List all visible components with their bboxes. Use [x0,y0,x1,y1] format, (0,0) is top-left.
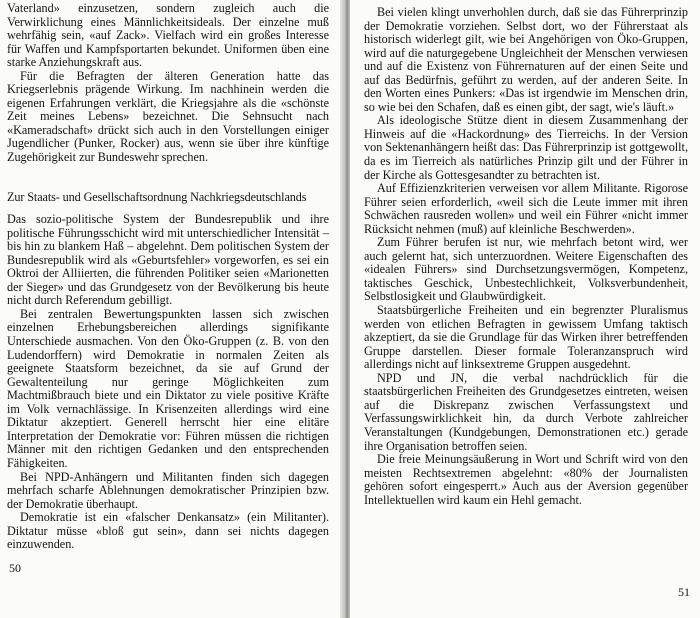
section-heading: Zur Staats- und Gesellschaftsordnung Nachkriegsdeutschlands [7,189,307,204]
paragraph: Für die Befragten der älteren Generation hatte das Kriegserlebnis prägende Wirkung. Im nachhinein werden die eigenen Erfahrungen verklärt, die Kriegsjahre als die «schönste Zeit meines Lebens» bezeichnet. Die Sehnsucht nach «Kameradschaft» drückt sich auch in den Vorstellungen einiger Jugendlicher (Punker, Rocker) aus, wenn sie über ihre künftige Zugehörigkeit zur Bundeswehr sprechen. [7,68,329,165]
page-number: 50 [9,561,21,575]
paragraph: Staatsbürgerliche Freiheiten und ein begrenzter Pluralismus werden von etlichen Befragten in gewissem Umfang taktisch akzeptiert, da sie die Grundlage für das Wirken ihrer betreffenden Gruppe darstellen. Dieser formale Toleranzanspruch wird allerdings nicht auf linksextreme Gruppen ausgedehnt. [364,303,688,372]
paragraph: Zum Führer berufen ist nur, wie mehrfach betont wird, wer auch gelernt hat, sich unterzuordnen. Weitere Eigenschaften des «idealen Führers» sind Durchsetzungsvermögen, Kompetenz, taktisches Geschick, Unbestechlichkeit, Volksverbundenheit, Selbstlosigkeit und Glaubwürdigkeit. [364,235,688,304]
paragraph: NPD und JN, die verbal nachdrücklich für die staatsbürgerlichen Freiheiten des Grundgesetzes eintreten, weisen auf die Diskrepanz zwischen Verfassungstext und Verfassungswirklichkeit hin, da durch Verbote zahlreicher Veranstaltungen (Kundgebungen, Demonstrationen etc.) gerade ihre Organisation betroffen seien. [364,370,688,453]
paragraph: Die freie Meinungsäußerung in Wort und Schrift wird von den meisten Rechtsextremen abgelehnt: «80% der Journalisten gehören sofort eingesperrt.» Auch aus der Aversion gegenüber Intellektuellen wird kaum ein Hehl gemacht. [364,452,688,507]
paragraph: Auf Effizienzkriterien verweisen vor allem Militante. Rigorose Führer seien erforderlich, «weil sich die Leute immer mit ihren Schwächen rausreden wollen» und weil ein Führer «nicht immer Rücksicht nehmen (muß) auf kleinliche Beschwerden». [364,181,688,236]
left-page [0,0,342,618]
page-number: 51 [678,585,690,599]
paragraph: Bei NPD-Anhängern und Militanten finden sich dagegen mehrfach scharfe Ablehnungen demokratischer Prinzipien bzw. der Demokratie überhaupt. [7,469,329,511]
paragraph: Demokratie ist ein «falscher Denkansatz» (ein Militanter). Diktatur müsse «bloß gut sein», dann sei nichts dagegen einzuwenden. [7,510,329,552]
right-page-text [364,6,688,507]
paragraph: Bei zentralen Bewertungspunkten lassen sich zwischen einzelnen Erhebungsbereichen allerdings signifikante Unterschiede ausmachen. Von den Öko-Gruppen (z. B. von den Ludendorffern) wird Demokratie in normalen Zeiten als geeignete Staatsform bezeichnet, da sie auf Grund der Gewaltenteilung nur geringe Möglichkeiten zum Machtmißbrauch biete und ein Diktator zu viele positive Kräfte im Volk vernachlässige. In Krisenzeiten allerdings wird eine Diktatur akzeptiert. Generell herrscht hier eine elitäre Interpretation der Demokratie vor: Führen müssen die richtigen Männer mit den richtigen Gedanken und den entsprechenden Fähigkeiten. [7,306,329,470]
paragraph: Vaterland» einzusetzen, sondern zugleich auch die Verwirklichung eines Männlichkeitsideals. Der einzelne muß wehrfähig sein, «auf Zack». Vielfach wird ein großes Interesse für Waffen und Kampfsportarten bekundet. Uniformen üben eine starke Anziehungskraft aus. [7,1,329,70]
paragraph: Als ideologische Stütze dient in diesem Zusammenhang der Hinweis auf die «Hackordnung» des Tierreichs. In der Version von Sektenanhängern heißt das: Das Führerprinzip ist gottgewollt, da es im Tierreich als natürliches Prinzip gilt und der Führer in der Kirche als Gottesgesandter zu betrachten ist. [364,113,688,182]
left-page-text [7,2,329,552]
paragraph: Bei vielen klingt unverhohlen durch, daß sie das Führerprinzip der Demokratie vorziehen. Selbst dort, wo der Führerstaat als historisch widerlegt gilt, wie bei Angehörigen von Öko-Gruppen, wird auf die naturgegebene Ungleichheit der Menschen verwiesen und auf die Existenz von Führernaturen auf der einen Seite und auf das Bedürfnis, geführt zu werden, auf der anderen Seite. In den Worten eines Punkers: «Das ist irgendwie im Menschen drin, so wie bei den Schafen, daß es einen gibt, der sagt, wie's läuft.» [364,5,688,114]
paragraph: Das sozio-politische System der Bundesrepublik und ihre politische Führungsschicht wird mit unterschiedlicher Intensität – bis hin zu blankem Haß – abgelehnt. Dem politischen System der Bundesrepublik wird als «Geburtsfehler» vorgeworfen, es sei ein Oktroi der Alliierten, die führenden Politiker seien «Marionetten der Sieger» und das Grundgesetz von der Bevölkerung bis heute nicht durch Referendum gebilligt. [7,212,329,308]
right-page [350,0,700,618]
